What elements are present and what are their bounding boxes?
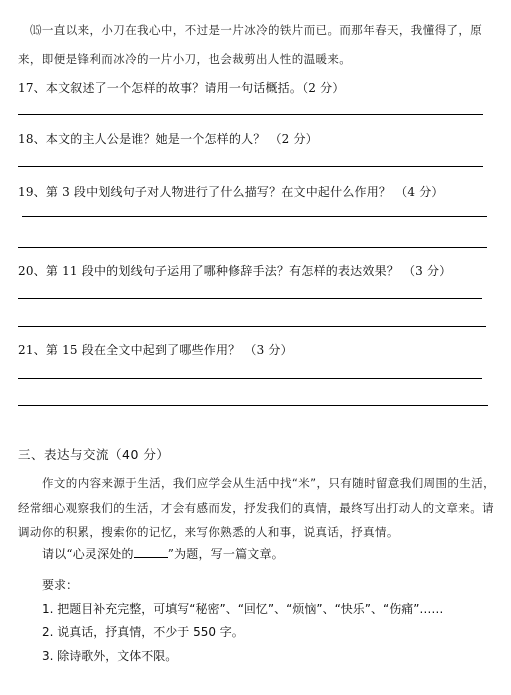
section3-intro-line3: 调动你的积累，搜索你的记忆，来写你熟悉的人和事，说真话，抒真情。 xyxy=(18,525,399,539)
section3-intro-line2: 经常细心观察我们的生活，才会有感而发，抒发我们的真情，最终写出打动人的文章来。请 xyxy=(18,501,494,515)
requirements-label: 要求： xyxy=(42,578,79,592)
requirement-3: 3. 除诗歌外，文体不限。 xyxy=(42,649,178,663)
answer-line-q19-a xyxy=(22,216,487,217)
essay-prompt xyxy=(42,545,511,562)
essay-prompt-before: 请以“心灵深处的 xyxy=(42,547,134,561)
passage-para15-line1: ⒂一直以来，小刀在我心中，不过是一片冰冷的铁片而已。而那年春天，我懂得了，原 xyxy=(30,23,483,37)
question-21: 21、第 15 段在全文中起到了哪些作用？ （3 分） xyxy=(18,343,293,357)
answer-line-q21-b xyxy=(18,405,488,406)
answer-line-q21-a xyxy=(18,378,482,379)
title-blank xyxy=(134,546,168,558)
question-19: 19、第 3 段中划线句子对人物进行了什么描写？在文中起什么作用？ （4 分） xyxy=(18,185,444,199)
requirement-2: 2. 说真话，抒真情，不少于 550 字。 xyxy=(42,625,244,639)
section3-intro-line1: 作文的内容来源于生活，我们应学会从生活中找“米”，只有随时留意我们周围的生活， xyxy=(42,476,496,490)
answer-line-q17 xyxy=(18,114,483,115)
question-18: 18、本文的主人公是谁？她是一个怎样的人？ （2 分） xyxy=(18,132,318,146)
requirement-1: 1. 把题目补充完整，可填写“秘密”、“回忆”、“烦恼”、“快乐”、“伤痛”…… xyxy=(42,602,444,616)
answer-line-q19-b xyxy=(18,247,487,248)
answer-line-q20-b xyxy=(18,326,486,327)
question-17: 17、本文叙述了一个怎样的故事？请用一句话概括。（2 分） xyxy=(18,81,345,95)
question-20: 20、第 11 段中的划线句子运用了哪种修辞手法？有怎样的表达效果？ （3 分） xyxy=(18,264,452,278)
answer-line-q20-a xyxy=(18,298,482,299)
passage-para15-line2: 来，即便是锋利而冰冷的一片小刀，也会裁剪出人性的温暖来。 xyxy=(18,52,352,66)
answer-line-q18 xyxy=(18,166,483,167)
section3-heading: 三、表达与交流（40 分） xyxy=(18,447,170,462)
essay-prompt-after: ”为题，写一篇文章。 xyxy=(167,547,284,561)
